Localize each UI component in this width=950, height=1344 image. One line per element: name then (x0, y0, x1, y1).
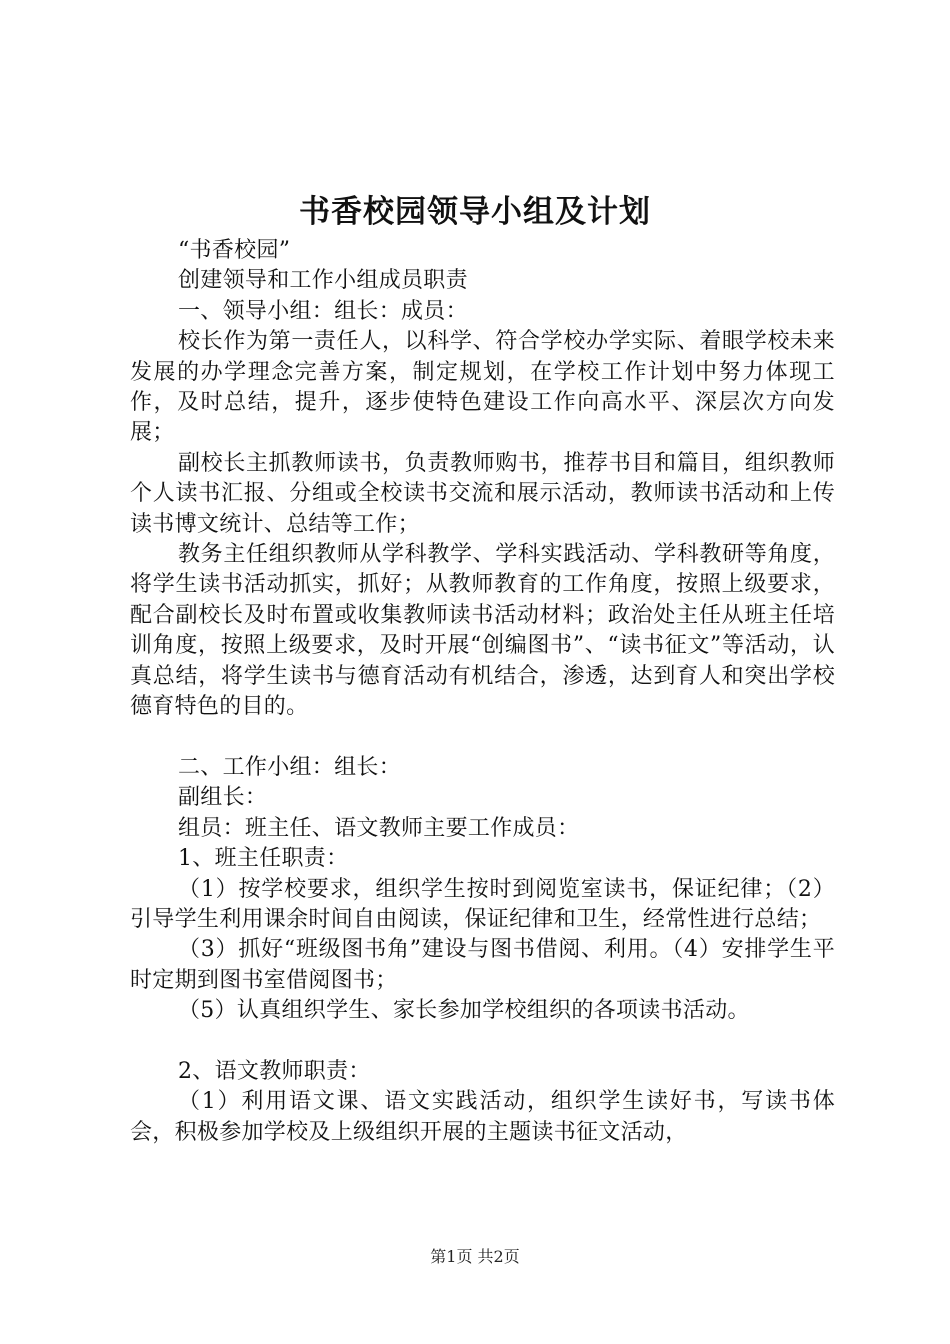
paragraph-duty-5: （5）认真组织学生、家长参加学校组织的各项读书活动。 (178, 998, 750, 1024)
paragraph-spacer (130, 1027, 835, 1057)
paragraph-duty-3-4: （3）抓好“班级图书角”建设与图书借阅、利用。（4）安排学生平时定期到图书室借阅图书； (130, 937, 835, 993)
paragraph-heading-quote: “书香校园” (178, 238, 291, 263)
paragraph-members: 组员：班主任、语文教师主要工作成员： (178, 815, 580, 841)
paragraph-chinese-teacher-duties: 2、语文教师职责： (178, 1058, 371, 1084)
paragraph-section-two: 二、工作小组：组长： (178, 754, 402, 780)
paragraph-subheading: 创建领导和工作小组成员职责 (178, 268, 468, 294)
paragraph-section-one: 一、领导小组：组长：成员： (178, 298, 468, 324)
page-footer: 第1页 共2页 (430, 1247, 520, 1266)
paragraph-spacer (130, 723, 835, 753)
paragraph-principal: 校长作为第一责任人，以科学、符合学校办学实际、着眼学校未来发展的办学理念完善方案，制定规划，在学校工作计划中努力体现工作，及时总结，提升，逐步使特色建设工作向高水平、深层次方向发展； (130, 329, 835, 446)
paragraph-class-teacher-duties: 1、班主任职责： (178, 846, 349, 872)
paragraph-vice-principal: 副校长主抓教师读书，负责教师购书，推荐书目和篇目，组织教师个人读书汇报、分组或全校读书交流和展示活动，教师读书活动和上传读书博文统计、总结等工作； (130, 450, 835, 537)
paragraph-deputy-leader: 副组长： (178, 785, 268, 811)
paragraph-academic-director: 教务主任组织教师从学科教学、学科实践活动、学科教研等角度，将学生读书活动抓实，抓好；从教师教育的工作角度，按照上级要求，配合副校长及时布置或收集教师读书活动材料；政治处主任从班主任培训角度，按照上级要求，及时开展“创编图书”、“读书征文”等活动，认真总结，将学生读书与德育活动有机结合，渗透，达到育人和突出学校德育特色的目的。 (130, 542, 835, 720)
paragraph-duty-1-2: （1）按学校要求，组织学生按时到阅览室读书，保证纪律；（2）引导学生利用课余时间自由阅读，保证纪律和卫生，经常性进行总结； (130, 876, 835, 932)
paragraph-chinese-duty-1: （1）利用语文课、语文实践活动，组织学生读好书，写读书体会，积极参加学校及上级组织开展的主题读书征文活动， (130, 1089, 835, 1145)
document-title: 书香校园领导小组及计划 (299, 194, 651, 230)
document-body (130, 236, 835, 1148)
